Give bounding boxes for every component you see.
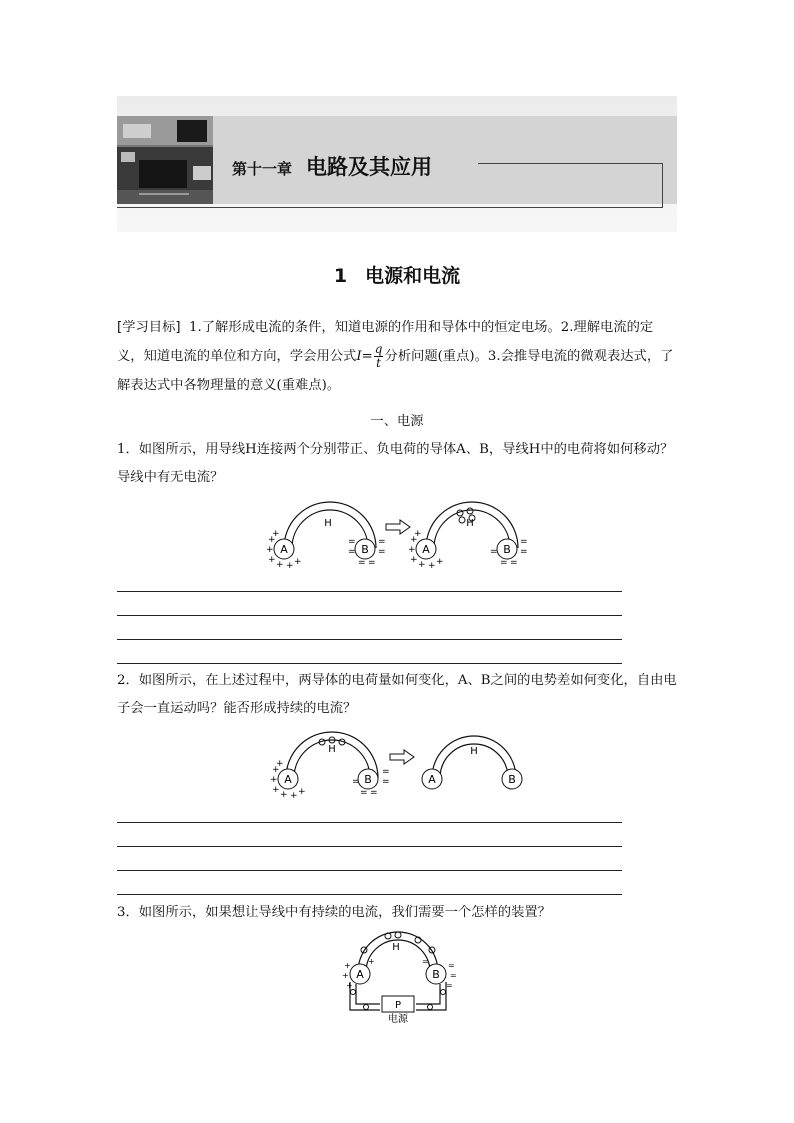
svg-text:=: = [520,547,528,557]
svg-text:=: = [370,788,378,798]
svg-text:=: = [378,537,386,547]
section-title-text: 电源和电流 [365,265,461,287]
svg-text:+: + [346,981,353,990]
svg-text:=: = [382,767,390,777]
chapter-name: 电路及其应用 [306,155,433,179]
svg-text:A: A [356,968,364,981]
wire-arc [292,510,368,548]
svg-text:=: = [450,971,457,980]
svg-text:H: H [466,518,474,529]
label-b: B [361,543,369,556]
svg-text:+: + [270,775,278,785]
question-2: 2．如图所示，在上述过程中，两导体的电荷量如何变化，A、B之间的电势差如何变化，自由电子会一直运动吗？能否形成持续的电流？ [117,673,677,716]
label-h: H [324,518,332,529]
answer-line [117,894,622,895]
svg-text:=: = [378,547,386,557]
circuit-wire [350,982,380,1010]
svg-text:=: = [490,547,498,557]
svg-text:+: + [272,765,280,775]
svg-text:+: + [414,529,422,539]
section-number: 1 [333,265,348,287]
question-3: 3．如图所示，如果想让导线中有持续的电流，我们需要一个怎样的装置？ [117,905,551,920]
svg-text:+: + [344,961,351,970]
figure-1 [262,500,542,572]
formula-lhs: I= [356,349,373,364]
svg-text:+: + [408,545,416,555]
svg-text:+: + [280,790,288,800]
objectives-text-1: 1.了解形成电流的条件，知道电源的作用和导体中的恒定电场。2.理解电流的定义，知道电流的单位和方向，学会用公式 [117,320,654,364]
svg-text:=: = [358,558,366,568]
formula-fraction [374,343,384,370]
svg-text:A: A [422,543,430,556]
subheading: 一、电源 [370,414,424,429]
svg-text:+: + [286,561,294,571]
question-1: 1．如图所示，用导线H连接两个分别带正、负电荷的导体A、B，导线H中的电荷将如何移动？导线中有无电流？ [117,442,674,485]
formula-denominator: t [376,356,381,370]
svg-text:=: = [510,558,518,568]
svg-text:H: H [470,746,478,757]
answer-line [117,822,622,823]
figure-3 [338,928,460,1024]
svg-text:=: = [352,777,360,787]
svg-text:+: + [294,557,302,567]
figure-2 [264,728,536,800]
svg-text:B: B [503,543,511,556]
svg-text:=: = [520,537,528,547]
chapter-title [232,151,432,181]
objectives-tag: [学习目标] [117,320,181,335]
answer-line [117,615,622,616]
svg-text:A: A [428,773,436,786]
svg-text:=: = [446,981,453,990]
learning-objectives [117,313,677,400]
answer-line [117,846,622,847]
answer-line [117,591,622,592]
banner-rule [662,163,663,208]
formula-numerator: q [374,342,383,356]
svg-text:=: = [348,547,356,557]
answer-line [117,870,622,871]
svg-text:B: B [364,773,372,786]
svg-text:+: + [268,555,276,565]
hollow-right-arrow-icon [390,750,414,764]
svg-text:+: + [428,561,436,571]
hollow-right-arrow-icon [386,520,410,534]
svg-text:+: + [368,957,375,966]
answer-line [117,663,622,664]
svg-text:+: + [298,787,306,797]
svg-text:+: + [268,535,276,545]
svg-text:+: + [266,545,274,555]
svg-text:=: = [422,957,429,966]
svg-text:+: + [272,529,280,539]
svg-text:+: + [418,560,426,570]
svg-text:+: + [436,557,444,567]
svg-text:+: + [290,791,298,800]
svg-text:=: = [360,788,368,798]
svg-text:+: + [276,560,284,570]
svg-text:=: = [448,961,455,970]
label-a: A [280,543,288,556]
chapter-label: 第十一章 [232,160,293,178]
banner-rule [478,163,663,164]
label-p: P [394,1000,402,1011]
svg-text:=: = [368,558,376,568]
section-title [0,261,794,288]
svg-text:B: B [508,773,516,786]
svg-text:=: = [382,777,390,787]
svg-text:+: + [410,535,418,545]
svg-text:=: = [348,537,356,547]
circuit-board-photo-icon [117,116,213,204]
objectives-text-2: 分析问题(重点)。3.会推导电流的微观表达式，了解表达式中各物理量的意义(重难点)。 [117,349,674,393]
svg-text:B: B [432,968,440,981]
svg-text:A: A [284,773,292,786]
svg-text:H: H [392,942,400,953]
svg-text:+: + [272,785,280,795]
answer-line [117,639,622,640]
svg-text:=: = [500,558,508,568]
power-source-label: 电源 [388,1014,408,1024]
svg-text:H: H [328,744,336,755]
banner-rule [117,207,663,208]
svg-text:+: + [276,759,284,769]
svg-text:+: + [410,555,418,565]
svg-text:+: + [342,971,349,980]
